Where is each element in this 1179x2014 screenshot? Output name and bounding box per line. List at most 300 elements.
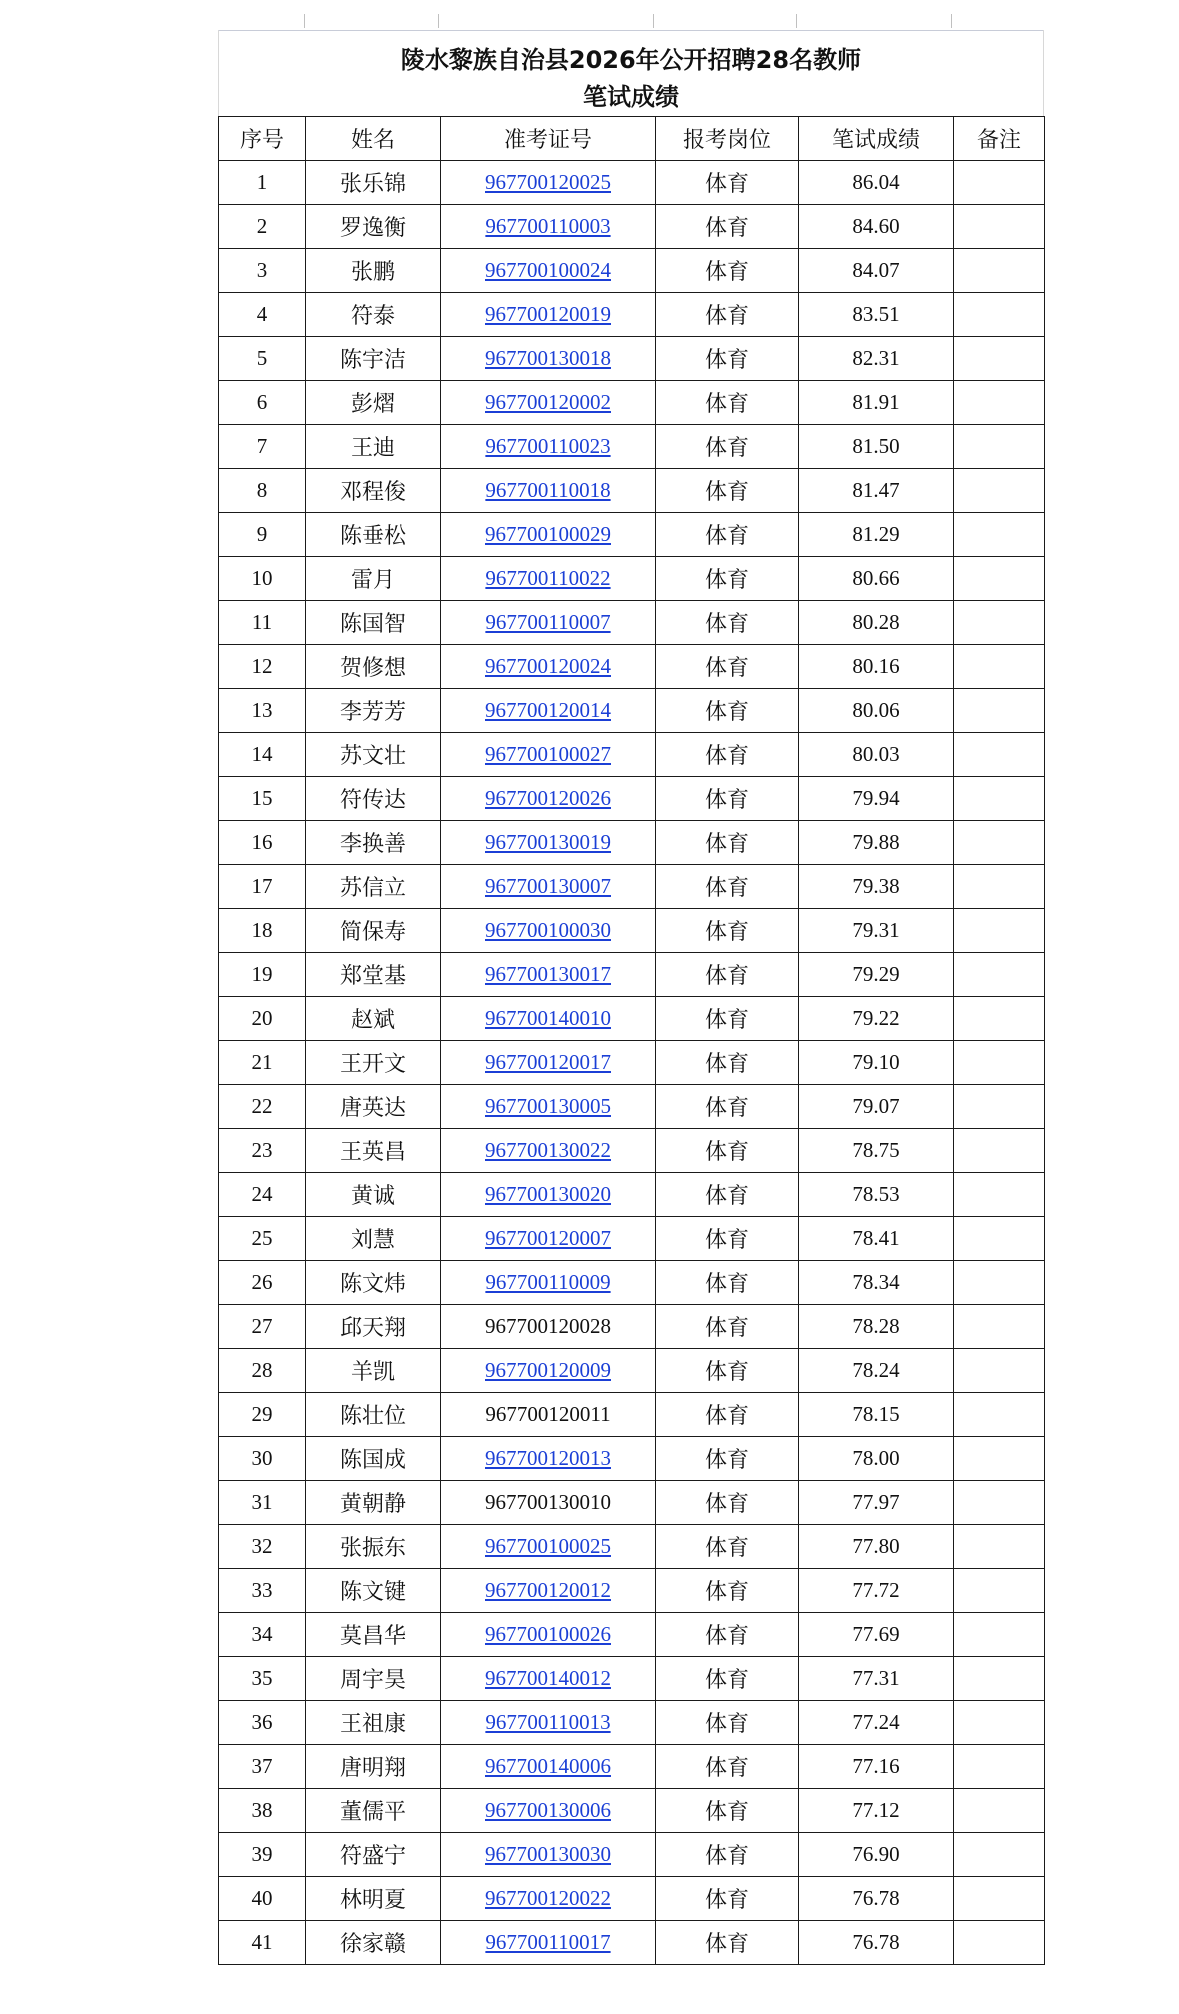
post-cell: 体育 [656, 1349, 799, 1393]
name-cell: 王开文 [306, 1041, 441, 1085]
row-number-cell: 21 [219, 1041, 306, 1085]
score-cell: 77.72 [799, 1569, 954, 1613]
exam-id-link[interactable]: 967700120002 [485, 390, 611, 414]
row-number-cell: 1 [219, 161, 306, 205]
row-number-cell: 32 [219, 1525, 306, 1569]
name-cell: 陈宇洁 [306, 337, 441, 381]
document-title-block [218, 30, 1044, 116]
note-cell [954, 1173, 1045, 1217]
row-number-cell: 11 [219, 601, 306, 645]
name-cell: 张鹏 [306, 249, 441, 293]
table-row [219, 557, 1045, 601]
table-row [219, 1217, 1045, 1261]
table-row [219, 997, 1045, 1041]
name-cell: 唐英达 [306, 1085, 441, 1129]
table-row [219, 909, 1045, 953]
note-cell [954, 645, 1045, 689]
table-row [219, 1349, 1045, 1393]
exam-id-link[interactable]: 967700130017 [485, 962, 611, 986]
exam-id-link[interactable]: 967700130030 [485, 1842, 611, 1866]
row-number-cell: 41 [219, 1921, 306, 1965]
post-cell: 体育 [656, 381, 799, 425]
exam-id-cell [441, 1173, 656, 1217]
note-cell [954, 1877, 1045, 1921]
document-subtitle: 笔试成绩 [583, 83, 679, 111]
exam-id-link[interactable]: 967700110009 [485, 1270, 611, 1294]
row-number-cell: 14 [219, 733, 306, 777]
row-number-cell: 25 [219, 1217, 306, 1261]
name-cell: 王祖康 [306, 1701, 441, 1745]
note-cell [954, 1921, 1045, 1965]
exam-id-link[interactable]: 967700130007 [485, 874, 611, 898]
table-row [219, 1041, 1045, 1085]
exam-id-link[interactable]: 967700120009 [485, 1358, 611, 1382]
post-cell: 体育 [656, 249, 799, 293]
row-number-cell: 15 [219, 777, 306, 821]
table-row [219, 1789, 1045, 1833]
exam-id-cell [441, 909, 656, 953]
header-cell-post: 报考岗位 [656, 117, 799, 161]
exam-id-link[interactable]: 967700100027 [485, 742, 611, 766]
score-cell: 81.91 [799, 381, 954, 425]
name-cell: 赵斌 [306, 997, 441, 1041]
header-cell-no: 序号 [219, 117, 306, 161]
score-cell: 80.06 [799, 689, 954, 733]
exam-id-link[interactable]: 967700120026 [485, 786, 611, 810]
exam-id-link[interactable]: 967700130005 [485, 1094, 611, 1118]
table-row [219, 1877, 1045, 1921]
exam-id-cell [441, 557, 656, 601]
exam-id-cell [441, 1569, 656, 1613]
score-cell: 77.16 [799, 1745, 954, 1789]
post-cell: 体育 [656, 1657, 799, 1701]
note-cell [954, 1261, 1045, 1305]
note-cell [954, 733, 1045, 777]
note-cell [954, 513, 1045, 557]
score-cell: 77.31 [799, 1657, 954, 1701]
exam-id-cell [441, 953, 656, 997]
score-cell: 76.78 [799, 1877, 954, 1921]
exam-id-cell [441, 1657, 656, 1701]
row-number-cell: 37 [219, 1745, 306, 1789]
note-cell [954, 1349, 1045, 1393]
score-cell: 79.07 [799, 1085, 954, 1129]
row-number-cell: 27 [219, 1305, 306, 1349]
name-cell: 符泰 [306, 293, 441, 337]
table-row [219, 1569, 1045, 1613]
table-row [219, 1745, 1045, 1789]
exam-id-cell [441, 205, 656, 249]
exam-id-link[interactable]: 967700100025 [485, 1534, 611, 1558]
note-cell [954, 1789, 1045, 1833]
exam-id-cell [441, 381, 656, 425]
table-row [219, 689, 1045, 733]
post-cell: 体育 [656, 689, 799, 733]
exam-id-link[interactable]: 967700130019 [485, 830, 611, 854]
table-row [219, 293, 1045, 337]
exam-id-link[interactable]: 967700120007 [485, 1226, 611, 1250]
score-cell: 78.53 [799, 1173, 954, 1217]
table-row [219, 1261, 1045, 1305]
table-row [219, 381, 1045, 425]
name-cell: 莫昌华 [306, 1613, 441, 1657]
exam-id-link[interactable]: 967700130022 [485, 1138, 611, 1162]
exam-id-cell [441, 469, 656, 513]
exam-id-link[interactable]: 967700110022 [485, 566, 611, 590]
score-cell: 84.07 [799, 249, 954, 293]
exam-id-link[interactable]: 967700110003 [485, 214, 611, 238]
score-cell: 78.75 [799, 1129, 954, 1173]
note-cell [954, 1085, 1045, 1129]
score-cell: 81.29 [799, 513, 954, 557]
row-number-cell: 20 [219, 997, 306, 1041]
exam-id-link[interactable]: 967700120022 [485, 1886, 611, 1910]
column-tick [796, 14, 797, 28]
exam-id-link[interactable]: 967700130006 [485, 1798, 611, 1822]
exam-id-cell [441, 821, 656, 865]
score-cell: 81.47 [799, 469, 954, 513]
row-number-cell: 35 [219, 1657, 306, 1701]
score-cell: 79.31 [799, 909, 954, 953]
score-cell: 77.80 [799, 1525, 954, 1569]
post-cell: 体育 [656, 1305, 799, 1349]
exam-id-cell [441, 997, 656, 1041]
exam-id-cell [441, 1085, 656, 1129]
post-cell: 体育 [656, 557, 799, 601]
table-row [219, 733, 1045, 777]
table-row [219, 821, 1045, 865]
note-cell [954, 1437, 1045, 1481]
table-row [219, 1481, 1045, 1525]
note-cell [954, 1525, 1045, 1569]
post-cell: 体育 [656, 1085, 799, 1129]
name-cell: 彭熠 [306, 381, 441, 425]
exam-id-cell [441, 1701, 656, 1745]
score-cell: 79.94 [799, 777, 954, 821]
table-row [219, 865, 1045, 909]
exam-id-link[interactable]: 967700120013 [485, 1446, 611, 1470]
row-number-cell: 19 [219, 953, 306, 997]
score-cell: 79.29 [799, 953, 954, 997]
exam-id-link[interactable]: 967700120025 [485, 170, 611, 194]
document-title: 陵水黎族自治县2026年公开招聘28名教师 [400, 46, 862, 74]
exam-id-link[interactable]: 967700100029 [485, 522, 611, 546]
table-row [219, 953, 1045, 997]
row-number-cell: 10 [219, 557, 306, 601]
exam-id-cell [441, 1481, 656, 1525]
exam-id-cell [441, 1789, 656, 1833]
exam-id-link[interactable]: 967700100024 [485, 258, 611, 282]
exam-id-link[interactable]: 967700120017 [485, 1050, 611, 1074]
row-number-cell: 6 [219, 381, 306, 425]
score-cell: 79.22 [799, 997, 954, 1041]
name-cell: 李芳芳 [306, 689, 441, 733]
post-cell: 体育 [656, 293, 799, 337]
score-cell: 80.66 [799, 557, 954, 601]
post-cell: 体育 [656, 1217, 799, 1261]
exam-id-cell [441, 1393, 656, 1437]
score-cell: 81.50 [799, 425, 954, 469]
table-row [219, 469, 1045, 513]
name-cell: 陈壮位 [306, 1393, 441, 1437]
exam-id-cell [441, 1349, 656, 1393]
post-cell: 体育 [656, 1525, 799, 1569]
post-cell: 体育 [656, 1173, 799, 1217]
score-table [218, 116, 1045, 1965]
exam-id-cell [441, 733, 656, 777]
exam-id-cell [441, 1261, 656, 1305]
exam-id-cell [441, 645, 656, 689]
name-cell: 周宇昊 [306, 1657, 441, 1701]
score-cell: 78.24 [799, 1349, 954, 1393]
score-cell: 83.51 [799, 293, 954, 337]
post-cell: 体育 [656, 1437, 799, 1481]
row-number-cell: 40 [219, 1877, 306, 1921]
table-row [219, 601, 1045, 645]
note-cell [954, 469, 1045, 513]
score-cell: 77.12 [799, 1789, 954, 1833]
row-number-cell: 9 [219, 513, 306, 557]
score-cell: 78.34 [799, 1261, 954, 1305]
note-cell [954, 293, 1045, 337]
score-cell: 79.38 [799, 865, 954, 909]
score-cell: 78.28 [799, 1305, 954, 1349]
note-cell [954, 1745, 1045, 1789]
post-cell: 体育 [656, 601, 799, 645]
exam-id-link[interactable]: 967700120024 [485, 654, 611, 678]
name-cell: 王迪 [306, 425, 441, 469]
post-cell: 体育 [656, 997, 799, 1041]
row-number-cell: 16 [219, 821, 306, 865]
header-row [219, 117, 1045, 161]
row-number-cell: 33 [219, 1569, 306, 1613]
exam-id-text: 967700120028 [485, 1314, 611, 1338]
exam-id-link[interactable]: 967700100030 [485, 918, 611, 942]
row-number-cell: 34 [219, 1613, 306, 1657]
table-row [219, 1129, 1045, 1173]
table-row [219, 249, 1045, 293]
post-cell: 体育 [656, 1041, 799, 1085]
exam-id-cell [441, 337, 656, 381]
exam-id-cell [441, 425, 656, 469]
post-cell: 体育 [656, 1129, 799, 1173]
name-cell: 林明夏 [306, 1877, 441, 1921]
name-cell: 张振东 [306, 1525, 441, 1569]
name-cell: 苏文壮 [306, 733, 441, 777]
note-cell [954, 337, 1045, 381]
row-number-cell: 39 [219, 1833, 306, 1877]
name-cell: 符传达 [306, 777, 441, 821]
row-number-cell: 17 [219, 865, 306, 909]
exam-id-link[interactable]: 967700120019 [485, 302, 611, 326]
table-row [219, 1525, 1045, 1569]
header-cell-score: 笔试成绩 [799, 117, 954, 161]
exam-id-cell [441, 1921, 656, 1965]
score-cell: 77.24 [799, 1701, 954, 1745]
row-number-cell: 2 [219, 205, 306, 249]
exam-id-text: 967700130010 [485, 1490, 611, 1514]
exam-id-cell [441, 293, 656, 337]
name-cell: 黄朝静 [306, 1481, 441, 1525]
post-cell: 体育 [656, 909, 799, 953]
note-cell [954, 1217, 1045, 1261]
exam-id-cell [441, 689, 656, 733]
name-cell: 陈国成 [306, 1437, 441, 1481]
note-cell [954, 205, 1045, 249]
sheet-top-edge [218, 0, 1044, 31]
exam-id-link[interactable]: 967700110018 [485, 478, 611, 502]
table-row [219, 1085, 1045, 1129]
table-row [219, 1305, 1045, 1349]
exam-id-link[interactable]: 967700100026 [485, 1622, 611, 1646]
score-cell: 84.60 [799, 205, 954, 249]
table-row [219, 645, 1045, 689]
table-header [219, 117, 1045, 161]
name-cell: 王英昌 [306, 1129, 441, 1173]
note-cell [954, 1701, 1045, 1745]
post-cell: 体育 [656, 953, 799, 997]
post-cell: 体育 [656, 1833, 799, 1877]
row-number-cell: 8 [219, 469, 306, 513]
exam-id-cell [441, 1525, 656, 1569]
exam-id-cell [441, 513, 656, 557]
row-number-cell: 24 [219, 1173, 306, 1217]
note-cell [954, 997, 1045, 1041]
column-tick [653, 14, 654, 28]
name-cell: 郑堂基 [306, 953, 441, 997]
post-cell: 体育 [656, 821, 799, 865]
exam-id-link[interactable]: 967700110017 [485, 1930, 611, 1954]
score-cell: 78.15 [799, 1393, 954, 1437]
name-cell: 符盛宁 [306, 1833, 441, 1877]
table-row [219, 1613, 1045, 1657]
score-cell: 78.41 [799, 1217, 954, 1261]
column-tick [304, 14, 305, 28]
note-cell [954, 909, 1045, 953]
exam-id-cell [441, 601, 656, 645]
post-cell: 体育 [656, 1261, 799, 1305]
exam-id-link[interactable]: 967700130020 [485, 1182, 611, 1206]
table-row [219, 205, 1045, 249]
row-number-cell: 30 [219, 1437, 306, 1481]
post-cell: 体育 [656, 733, 799, 777]
row-number-cell: 4 [219, 293, 306, 337]
exam-id-cell [441, 1745, 656, 1789]
table-row [219, 1921, 1045, 1965]
score-cell: 80.03 [799, 733, 954, 777]
name-cell: 李换善 [306, 821, 441, 865]
row-number-cell: 18 [219, 909, 306, 953]
note-cell [954, 425, 1045, 469]
note-cell [954, 1129, 1045, 1173]
header-cell-exam-id: 准考证号 [441, 117, 656, 161]
score-cell: 82.31 [799, 337, 954, 381]
name-cell: 苏信立 [306, 865, 441, 909]
exam-id-cell [441, 249, 656, 293]
post-cell: 体育 [656, 1701, 799, 1745]
name-cell: 黄诚 [306, 1173, 441, 1217]
name-cell: 陈垂松 [306, 513, 441, 557]
row-number-cell: 22 [219, 1085, 306, 1129]
exam-id-cell [441, 1305, 656, 1349]
exam-id-cell [441, 1437, 656, 1481]
name-cell: 简保寿 [306, 909, 441, 953]
note-cell [954, 557, 1045, 601]
name-cell: 陈国智 [306, 601, 441, 645]
name-cell: 雷月 [306, 557, 441, 601]
score-cell: 78.00 [799, 1437, 954, 1481]
score-cell: 76.78 [799, 1921, 954, 1965]
note-cell [954, 865, 1045, 909]
exam-id-link[interactable]: 967700110023 [485, 434, 611, 458]
note-cell [954, 689, 1045, 733]
note-cell [954, 1041, 1045, 1085]
note-cell [954, 161, 1045, 205]
score-cell: 77.69 [799, 1613, 954, 1657]
exam-id-cell [441, 777, 656, 821]
header-cell-name: 姓名 [306, 117, 441, 161]
exam-id-link[interactable]: 967700140006 [485, 1754, 611, 1778]
exam-id-link[interactable]: 967700140012 [485, 1666, 611, 1690]
note-cell [954, 601, 1045, 645]
exam-id-cell [441, 1613, 656, 1657]
table-row [219, 1657, 1045, 1701]
post-cell: 体育 [656, 425, 799, 469]
exam-id-link[interactable]: 967700120012 [485, 1578, 611, 1602]
column-tick [951, 14, 952, 28]
post-cell: 体育 [656, 1393, 799, 1437]
score-cell: 77.97 [799, 1481, 954, 1525]
exam-id-link[interactable]: 967700130018 [485, 346, 611, 370]
exam-id-link[interactable]: 967700140010 [485, 1006, 611, 1030]
post-cell: 体育 [656, 337, 799, 381]
note-cell [954, 777, 1045, 821]
name-cell: 罗逸衡 [306, 205, 441, 249]
table-row [219, 337, 1045, 381]
table-row [219, 1173, 1045, 1217]
exam-id-cell [441, 1833, 656, 1877]
name-cell: 邓程俊 [306, 469, 441, 513]
row-number-cell: 5 [219, 337, 306, 381]
table-row [219, 425, 1045, 469]
score-cell: 80.28 [799, 601, 954, 645]
row-number-cell: 7 [219, 425, 306, 469]
name-cell: 羊凯 [306, 1349, 441, 1393]
exam-id-link[interactable]: 967700120014 [485, 698, 611, 722]
exam-id-text: 967700120011 [485, 1402, 611, 1426]
table-row [219, 777, 1045, 821]
post-cell: 体育 [656, 645, 799, 689]
name-cell: 邱天翔 [306, 1305, 441, 1349]
name-cell: 张乐锦 [306, 161, 441, 205]
name-cell: 陈文炜 [306, 1261, 441, 1305]
row-number-cell: 29 [219, 1393, 306, 1437]
row-number-cell: 13 [219, 689, 306, 733]
exam-id-cell [441, 1217, 656, 1261]
post-cell: 体育 [656, 1877, 799, 1921]
score-cell: 79.88 [799, 821, 954, 865]
name-cell: 刘慧 [306, 1217, 441, 1261]
name-cell: 徐家赣 [306, 1921, 441, 1965]
post-cell: 体育 [656, 1613, 799, 1657]
exam-id-cell [441, 1129, 656, 1173]
score-cell: 76.90 [799, 1833, 954, 1877]
row-number-cell: 28 [219, 1349, 306, 1393]
table-row [219, 1833, 1045, 1877]
exam-id-link[interactable]: 967700110013 [485, 1710, 611, 1734]
exam-id-link[interactable]: 967700110007 [485, 610, 611, 634]
note-cell [954, 249, 1045, 293]
